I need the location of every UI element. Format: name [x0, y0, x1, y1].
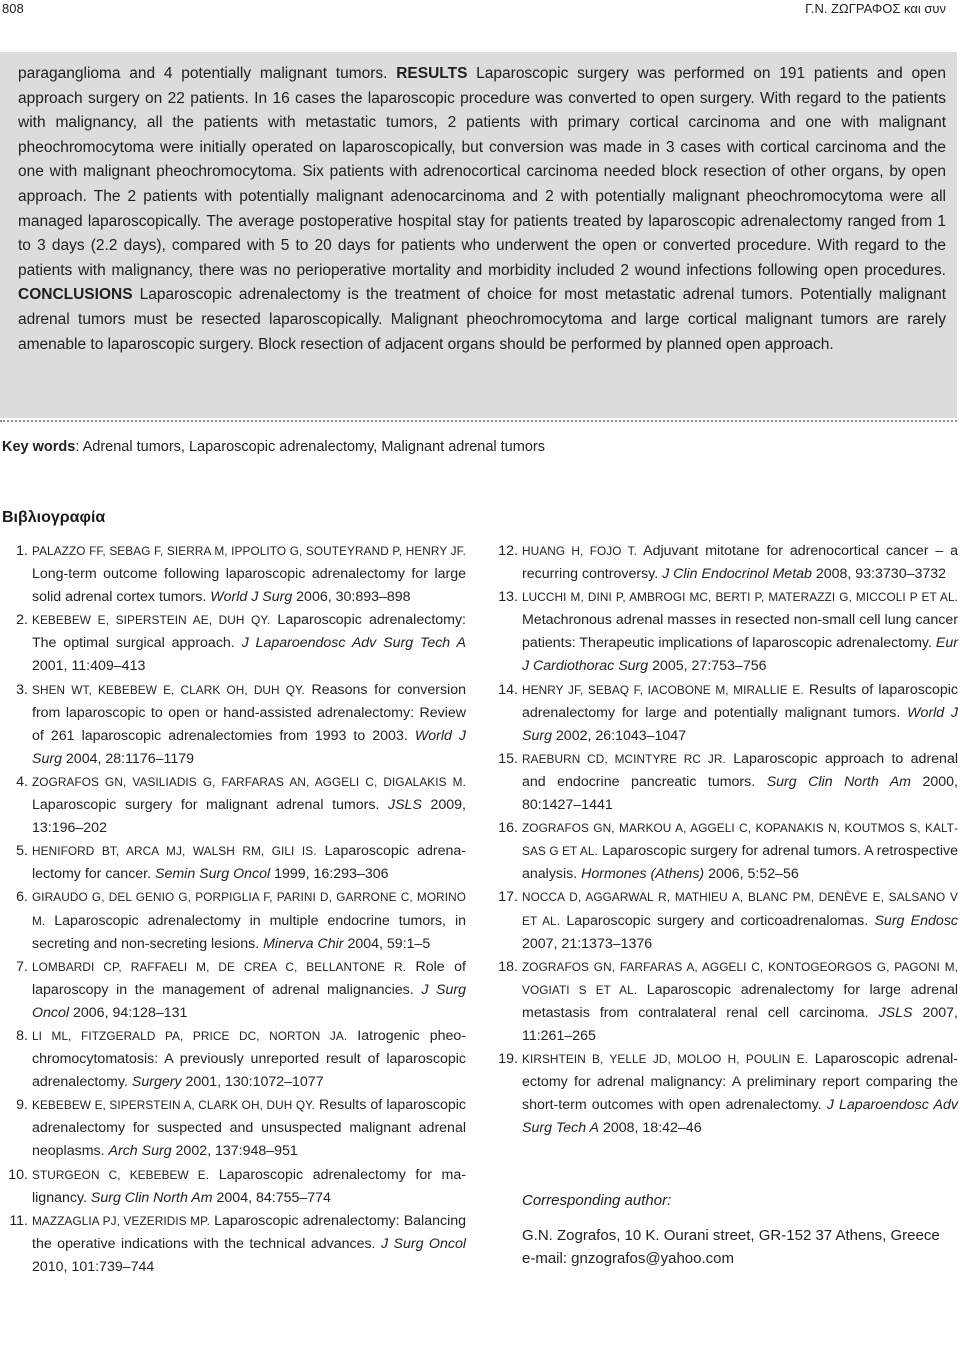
- reference-journal: Arch Surg: [108, 1143, 172, 1160]
- reference-authors: KIRSHTEIN B, YELLE JD, MOLOO H, POULIN E.: [522, 1052, 808, 1067]
- reference-item: [4, 956, 466, 1025]
- reference-item: [4, 886, 466, 955]
- reference-authors: KEBEBEW E, SIPERSTEIN A, CLARK OH, DUH QY.: [32, 1098, 315, 1113]
- reference-authors: MAZZAGLIA PJ, VEZERIDIS MP.: [32, 1213, 210, 1228]
- reference-title: Laparoscopic surgery for adrenal tumors. A retrospective analysis.: [522, 843, 958, 883]
- references-left-column: [4, 540, 466, 1279]
- reference-citation: 2002, 26:1043‒1047: [551, 727, 687, 744]
- reference-journal: J Laparoendosc Adv Surg Tech A: [241, 635, 466, 652]
- reference-item: [4, 540, 466, 609]
- keywords-label: Key words: [2, 439, 76, 455]
- reference-title: Laparoscopic adrenalectomy in multiple endocrine tumors, in secreting and non-secreting lesions.: [32, 912, 466, 952]
- reference-title: Long-term outcome following laparoscopic adrenalectomy for large solid adrenal cortex tumors.: [32, 566, 466, 606]
- reference-number: 11.: [9, 1212, 28, 1229]
- reference-citation: 2006, 94:128‒131: [69, 1004, 188, 1021]
- reference-citation: 2000, 80:1427‒1441: [522, 773, 958, 814]
- reference-number: 13.: [498, 589, 518, 606]
- references-right-column: [494, 540, 958, 1140]
- reference-number: 1.: [16, 543, 28, 559]
- reference-title: Results of laparoscopic adrenalectomy for suspected and unsuspected malignant adrenal neoplasms.: [32, 1097, 466, 1160]
- reference-journal: Semin Surg Oncol: [155, 866, 271, 883]
- reference-number: 15.: [498, 750, 518, 767]
- reference-number: 18.: [498, 958, 518, 975]
- reference-title: Laparoscopic adrenalectomy for adrenal malignancy: A preliminary report comparing the short-term outcomes with open adrenalectomy.: [522, 1051, 958, 1114]
- abstract-part-1: paraganglioma and 4 potentially malignant tumors.: [18, 65, 397, 82]
- reference-number: 2.: [16, 612, 28, 629]
- reference-journal: World J Surg: [32, 727, 466, 767]
- reference-number: 6.: [16, 889, 28, 906]
- reference-journal: Minerva Chir: [263, 935, 344, 952]
- reference-journal: Surg Clin North Am: [766, 773, 911, 790]
- abstract-part-3: Laparoscopic adrenalectomy is the treatment of choice for most metastatic adrenal tumors. Potentially malignant adrenal tumors must be resected laparoscopically. Malignant pheochromocytoma and large cortical malignant tumors are rarely amenable to laparoscopic surgery. Block resection of adjacent organs should be performed by planned open approach.: [18, 286, 946, 353]
- reference-title: Metachronous adrenal masses in resected non-small cell lung cancer patients: Therapeutic implications of laparoscopic adrenalectomy.: [522, 612, 958, 652]
- reference-journal: JSLS: [387, 797, 422, 814]
- reference-authors: ZOGRAFOS GN, MARKOU A, AGGELI C, KOPANAKIS N, KOUTMOS S, KALTSAS G ET AL.: [522, 821, 958, 859]
- reference-item: [4, 1025, 466, 1094]
- reference-authors: NOCCA D, AGGARWAL R, MATHIEU A, BLANC PM, DENÈVE E, SALSANO V ET AL.: [522, 890, 958, 928]
- references-heading: Βιβλιογραφία: [2, 509, 106, 526]
- reference-item: [4, 771, 466, 840]
- reference-item: [494, 886, 958, 955]
- abstract-part-2: Laparoscopic surgery was performed on 191 patients and open approach surgery on 22 patients. In 16 cases the laparoscopic procedure was converted to open surgery. With regard to the patients with malignancy, all the patients with metastatic tumors, 2 patients with primary cortical carcinoma and one with malignant pheochromocytoma were initially operated on laparoscopically, but conversion was made in 3 cases with cortical carcinoma and the one with malignant pheochromocytoma. Six patients with adrenocortical carcinoma needed block resection of other organs, by open approach. The 2 patients with potentially malignant adenocarcinoma and 2 with potentially malignant pheochromocytoma were all managed laparoscopically. The average postoperative hospital stay for patients treated by laparoscopic adrenalectomy ranged from 1 to 3 days (2.2 days), compared with 5 to 20 days for patients who underwent the open or converted procedure. With regard to the patients with malignancy, there was no perioperative mortality and morbidity included 2 wound infections following open procedures.: [18, 65, 946, 279]
- reference-item: [494, 679, 958, 748]
- reference-title: Laparoscopic approach to adrenal and endocrine pancreatic tumors.: [522, 750, 958, 790]
- reference-journal: Eur J Cardiothorac Surg: [522, 635, 958, 675]
- corresponding-author-email: e-mail: gnzografos@yahoo.com: [522, 1250, 734, 1267]
- reference-authors: ZOGRAFOS GN, VASILIADIS G, FARFARAS AN, AGGELI C, DIGALAKIS M.: [32, 774, 466, 789]
- reference-authors: HUANG H, FOJO T.: [522, 544, 638, 558]
- reference-journal: Hormones (Athens): [581, 866, 705, 883]
- dotted-divider: [0, 420, 957, 422]
- reference-number: 5.: [16, 843, 28, 860]
- reference-authors: HENRY JF, SEBAQ F, IACOBONE M, MIRALLIE E.: [522, 682, 804, 697]
- reference-title: Laparoscopic adrenalectomy for large adrenal metastasis from contralateral renal cell carcinoma.: [522, 981, 958, 1021]
- reference-number: 8.: [16, 1027, 28, 1044]
- reference-item: [494, 586, 958, 678]
- reference-citation: 2007, 21:1373‒1376: [522, 935, 653, 952]
- reference-number: 9.: [16, 1097, 28, 1114]
- reference-authors: KEBEBEW E, SIPERSTEIN AE, DUH QY.: [32, 613, 271, 628]
- results-label: RESULTS: [396, 65, 468, 82]
- reference-journal: World J Surg: [210, 589, 293, 606]
- reference-journal: J Laparoendosc Adv Surg Tech A: [522, 1097, 958, 1137]
- reference-journal: Surgery: [131, 1074, 182, 1091]
- reference-citation: 2007, 11:261‒265: [522, 1004, 958, 1044]
- reference-item: [4, 679, 466, 771]
- reference-authors: SHEN WT, KEBEBEW E, CLARK OH, DUH QY.: [32, 682, 305, 697]
- reference-journal: J Clin Endocrinol Metab: [662, 566, 812, 583]
- reference-item: [494, 956, 958, 1048]
- corresponding-author-address: G.N. Zografos, 10 K. Ourani street, GR-152 37 Athens, Greece: [522, 1227, 940, 1244]
- reference-title: Laparoscopic adrenalectomy for cancer.: [32, 843, 467, 883]
- reference-citation: 2009, 13:196‒202: [32, 797, 466, 837]
- reference-journal: J Surg Oncol: [380, 1235, 466, 1252]
- reference-item: [494, 748, 958, 817]
- reference-item: [4, 840, 466, 886]
- reference-item: [494, 817, 958, 886]
- reference-journal: Surg Clin North Am: [90, 1189, 213, 1206]
- corresponding-author-label: Corresponding author:: [522, 1192, 672, 1209]
- reference-number: 19.: [498, 1051, 518, 1068]
- abstract-text: [18, 62, 946, 357]
- reference-title: Reasons for conversion from laparoscopic to open or hand-assisted adrenalectomy: Review of 261 laparoscopic adrenalectomies from 1993 to 2003.: [32, 681, 466, 744]
- reference-title: Role of laparoscopy in the management of adrenal malignancies.: [32, 958, 466, 998]
- keywords: [2, 437, 545, 457]
- reference-citation: 2004, 84:755‒774: [212, 1189, 331, 1206]
- reference-title: Results of laparoscopic adrenalectomy for large and potentially malignant tumors.: [522, 681, 958, 721]
- reference-item: [4, 609, 466, 678]
- running-head: [0, 0, 960, 22]
- reference-authors: STURGEON C, KEBEBEW E.: [32, 1167, 210, 1182]
- reference-number: 3.: [16, 681, 28, 698]
- reference-title: Laparoscopic surgery for malignant adrenal tumors.: [32, 797, 388, 814]
- reference-citation: 2001, 130:1072‒1077: [181, 1074, 324, 1091]
- abstract-box: [0, 52, 957, 418]
- reference-authors: GIRAUDO G, DEL GENIO G, PORPIGLIA F, PARINI D, GARRONE C, MORINO M.: [32, 890, 466, 928]
- reference-citation: 2004, 59:1‒5: [343, 935, 431, 952]
- reference-journal: JSLS: [878, 1004, 913, 1021]
- keywords-text: : Adrenal tumors, Laparoscopic adrenalectomy, Malignant adrenal tumors: [75, 439, 545, 455]
- reference-item: [494, 1048, 958, 1140]
- reference-journal: Surg Endosc: [874, 912, 959, 929]
- reference-citation: 2005, 27:753‒756: [648, 658, 767, 675]
- reference-item: [4, 1094, 466, 1163]
- reference-authors: HENIFORD BT, ARCA MJ, WALSH RM, GILI IS.: [32, 844, 317, 859]
- reference-authors: ZOGRAFOS GN, FARFARAS A, AGGELI C, KONTOGEORGOS G, PAGONI M, VOGIATI S ET AL.: [522, 959, 958, 997]
- reference-title: Laparoscopic adrenalectomy: Balancing the operative indications with the technical advances.: [32, 1212, 467, 1252]
- reference-item: [4, 1164, 466, 1210]
- reference-number: 10.: [8, 1166, 28, 1183]
- reference-title: Laparoscopic surgery and corticoadrenalomas.: [560, 912, 875, 929]
- conclusions-label: CONCLUSIONS: [18, 286, 133, 304]
- reference-number: 7.: [16, 958, 28, 975]
- reference-citation: 2008, 18:42‒46: [599, 1120, 702, 1137]
- reference-title: Laparoscopic adrenalectomy for malignancy.: [32, 1166, 466, 1206]
- corresponding-author: [522, 1190, 958, 1270]
- reference-journal: J Surg Oncol: [32, 981, 466, 1021]
- reference-item: [4, 1210, 466, 1279]
- reference-number: 4.: [16, 773, 28, 790]
- reference-citation: 2006, 30:893‒898: [292, 589, 411, 606]
- reference-item: [494, 540, 958, 586]
- reference-citation: 2010, 101:739‒744: [32, 1258, 155, 1275]
- running-header-authors: Γ.Ν. ΖΩΓΡΑΦΟΣ και συν: [805, 1, 946, 16]
- reference-citation: 1999, 16:293‒306: [270, 866, 389, 883]
- reference-citation: 2004, 28:1176‒1179: [61, 750, 194, 767]
- reference-citation: 2008, 93:3730‒3732: [811, 566, 947, 583]
- page-number: 808: [2, 1, 24, 16]
- reference-number: 14.: [498, 681, 518, 698]
- reference-authors: PALAZZO FF, SEBAG F, SIERRA M, IPPOLITO G, SOUTEYRAND P, HENRY JF.: [32, 544, 466, 558]
- reference-number: 12.: [498, 543, 518, 559]
- reference-authors: LOMBARDI CP, RAFFAELI M, DE CREA C, BELLANTONE R.: [32, 959, 406, 974]
- reference-title: Iatrogenic pheochromocytomatosis: A previously unreported result of laparoscopic adrenalectomy.: [32, 1027, 466, 1091]
- reference-number: 17.: [498, 889, 518, 906]
- reference-citation: 2001, 11:409‒413: [32, 658, 146, 675]
- reference-authors: RAEBURN CD, MCINTYRE RC JR.: [522, 751, 726, 766]
- reference-citation: 2002, 137:948‒951: [171, 1143, 298, 1160]
- reference-authors: LUCCHI M, DINI P, AMBROGI MC, BERTI P, MATERAZZI G, MICCOLI P ET AL.: [522, 590, 958, 605]
- reference-number: 16.: [498, 820, 518, 837]
- reference-authors: LI ML, FITZGERALD PA, PRICE DC, NORTON JA.: [32, 1028, 348, 1043]
- reference-journal: World J Surg: [522, 704, 958, 744]
- reference-citation: 2006, 5:52‒56: [704, 866, 799, 883]
- reference-title: Adjuvant mitotane for adrenocortical cancer ‒ a recurring controversy.: [522, 543, 958, 583]
- reference-title: Laparoscopic adrenalectomy: The optimal surgical approach.: [32, 612, 467, 652]
